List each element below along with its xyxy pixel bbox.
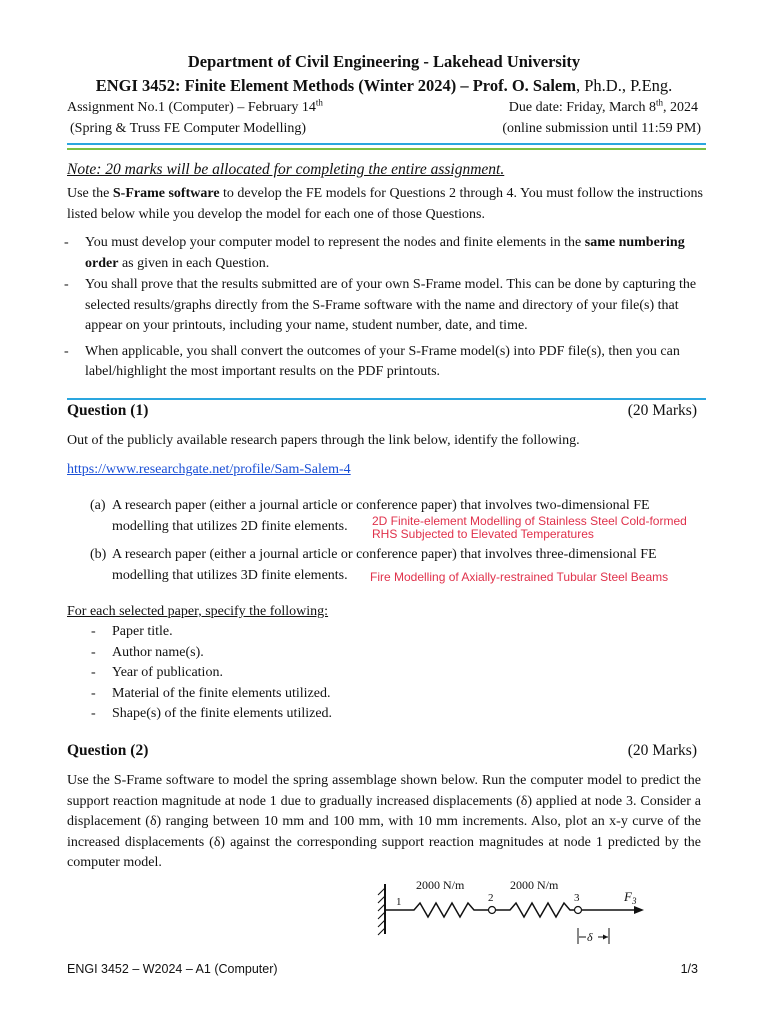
- instructor-credentials: , Ph.D., P.Eng.: [576, 76, 673, 95]
- spring-1-stiffness: 2000 N/m: [416, 878, 465, 892]
- delta-label: δ: [587, 930, 593, 944]
- question-2-marks: (20 Marks): [627, 742, 697, 759]
- question-1-marks: (20 Marks): [627, 402, 697, 419]
- header-rule-green: [67, 148, 706, 150]
- q1-item-b-label: (b): [90, 547, 107, 562]
- submission-note: (online submission until 11:59 PM): [502, 121, 701, 136]
- question-1-title: Question (1): [67, 402, 149, 419]
- q1-item-a-label: (a): [90, 498, 106, 513]
- assignment-subtitle: (Spring & Truss FE Computer Modelling): [70, 121, 307, 136]
- delta-arrowhead-icon: [603, 935, 608, 940]
- spec-item: - Shape(s) of the finite elements utilized.: [91, 706, 333, 721]
- due-date: Due date: Friday, March 8th, 2024: [508, 97, 698, 115]
- instruction-item: - You must develop your computer model to represent the nodes and finite elements in the same numbering order as given in each Question.: [64, 235, 685, 271]
- spec-heading: For each selected paper, specify the following:: [67, 604, 329, 619]
- spring-2-stiffness: 2000 N/m: [510, 878, 559, 892]
- fixed-support-hatch-icon: [378, 888, 385, 935]
- spec-item: - Author name(s).: [91, 644, 204, 660]
- course-heading: [0, 76, 768, 96]
- answer-annotation-a: 2D Finite-element Modelling of Stainless Steel Cold-formed RHS Subjected to Elevated Temperatures: [372, 514, 687, 541]
- spec-item: - Paper title.: [91, 624, 173, 639]
- node-2-label: 2: [488, 892, 494, 904]
- instruction-list: [64, 233, 707, 383]
- answer-annotation-b: Fire Modelling of Axially-restrained Tubular Steel Beams: [370, 570, 669, 584]
- node-3: [575, 907, 582, 914]
- node-1-label: 1: [396, 896, 402, 908]
- node-3-label: 3: [574, 892, 580, 904]
- researchgate-link[interactable]: https://www.researchgate.net/profile/Sam-Salem-4: [67, 462, 351, 477]
- assignment-line: Assignment No.1 (Computer) – February 14th: [67, 97, 323, 115]
- intro-paragraph: Use the S-Frame software to develop the FE models for Questions 2 through 4. You must follow the instructions listed below while you develop the model for each one of those Questions.: [67, 186, 703, 222]
- instruction-item: - You shall prove that the results submitted are of your own S-Frame model. This can be done by capturing the selected results/graphs directly from the S-Frame software with the name and directory of your file(s) that appear on your printouts, including your name, student number, date, and time.: [64, 277, 697, 333]
- spring-element-2: [496, 903, 574, 917]
- department-heading: Department of Civil Engineering - Lakehead University: [187, 52, 581, 71]
- q1-item-a: A research paper (either a journal article or conference paper) that involves two-dimensional FE modelling that utilizes 2D finite elements.: [112, 498, 650, 534]
- question-2-text: Use the S-Frame software to model the spring assemblage shown below. Run the computer model to predict the support reaction magnitude at node 1 due to gradually increased displacements (δ) applied at node 3. Consider a displacement (δ) ranging between 10 mm and 100 mm, with 10 mm increments. Also, plot an x-y curve of the increased displacements (δ) against the corresponding support reaction magnitudes at node 1 predicted by the computer model.: [67, 773, 701, 870]
- page-number: 1/3: [680, 962, 698, 976]
- question-1-text: Out of the publicly available research papers through the link below, identify the following.: [67, 433, 580, 448]
- marks-note: Note: 20 marks will be allocated for completing the entire assignment.: [67, 161, 505, 178]
- header-rule-blue: [67, 143, 706, 145]
- force-label: $F_3$: [624, 889, 637, 906]
- spec-list: [91, 622, 333, 725]
- instruction-item: - When applicable, you shall convert the outcomes of your S-Frame model(s) into PDF file(s), then you can label/highlight the most important results on the PDF printouts.: [64, 343, 680, 379]
- q1-item-b: A research paper (either a journal article or conference paper) that involves three-dimensional FE modelling that utilizes 3D finite elements.: [112, 547, 657, 583]
- force-arrowhead-icon: [634, 906, 644, 914]
- spec-item: - Year of publication.: [91, 665, 223, 680]
- section-rule: [67, 398, 706, 400]
- question-2-title: Question (2): [67, 742, 149, 759]
- node-2: [489, 907, 496, 914]
- footer-course: ENGI 3452 – W2024 – A1 (Computer): [67, 962, 278, 976]
- course-title: ENGI 3452: Finite Element Methods (Winter 2024) – Prof. O. Salem: [95, 76, 576, 95]
- spec-item: - Material of the finite elements utilized.: [91, 685, 331, 701]
- spring-assemblage-figure: [376, 872, 656, 952]
